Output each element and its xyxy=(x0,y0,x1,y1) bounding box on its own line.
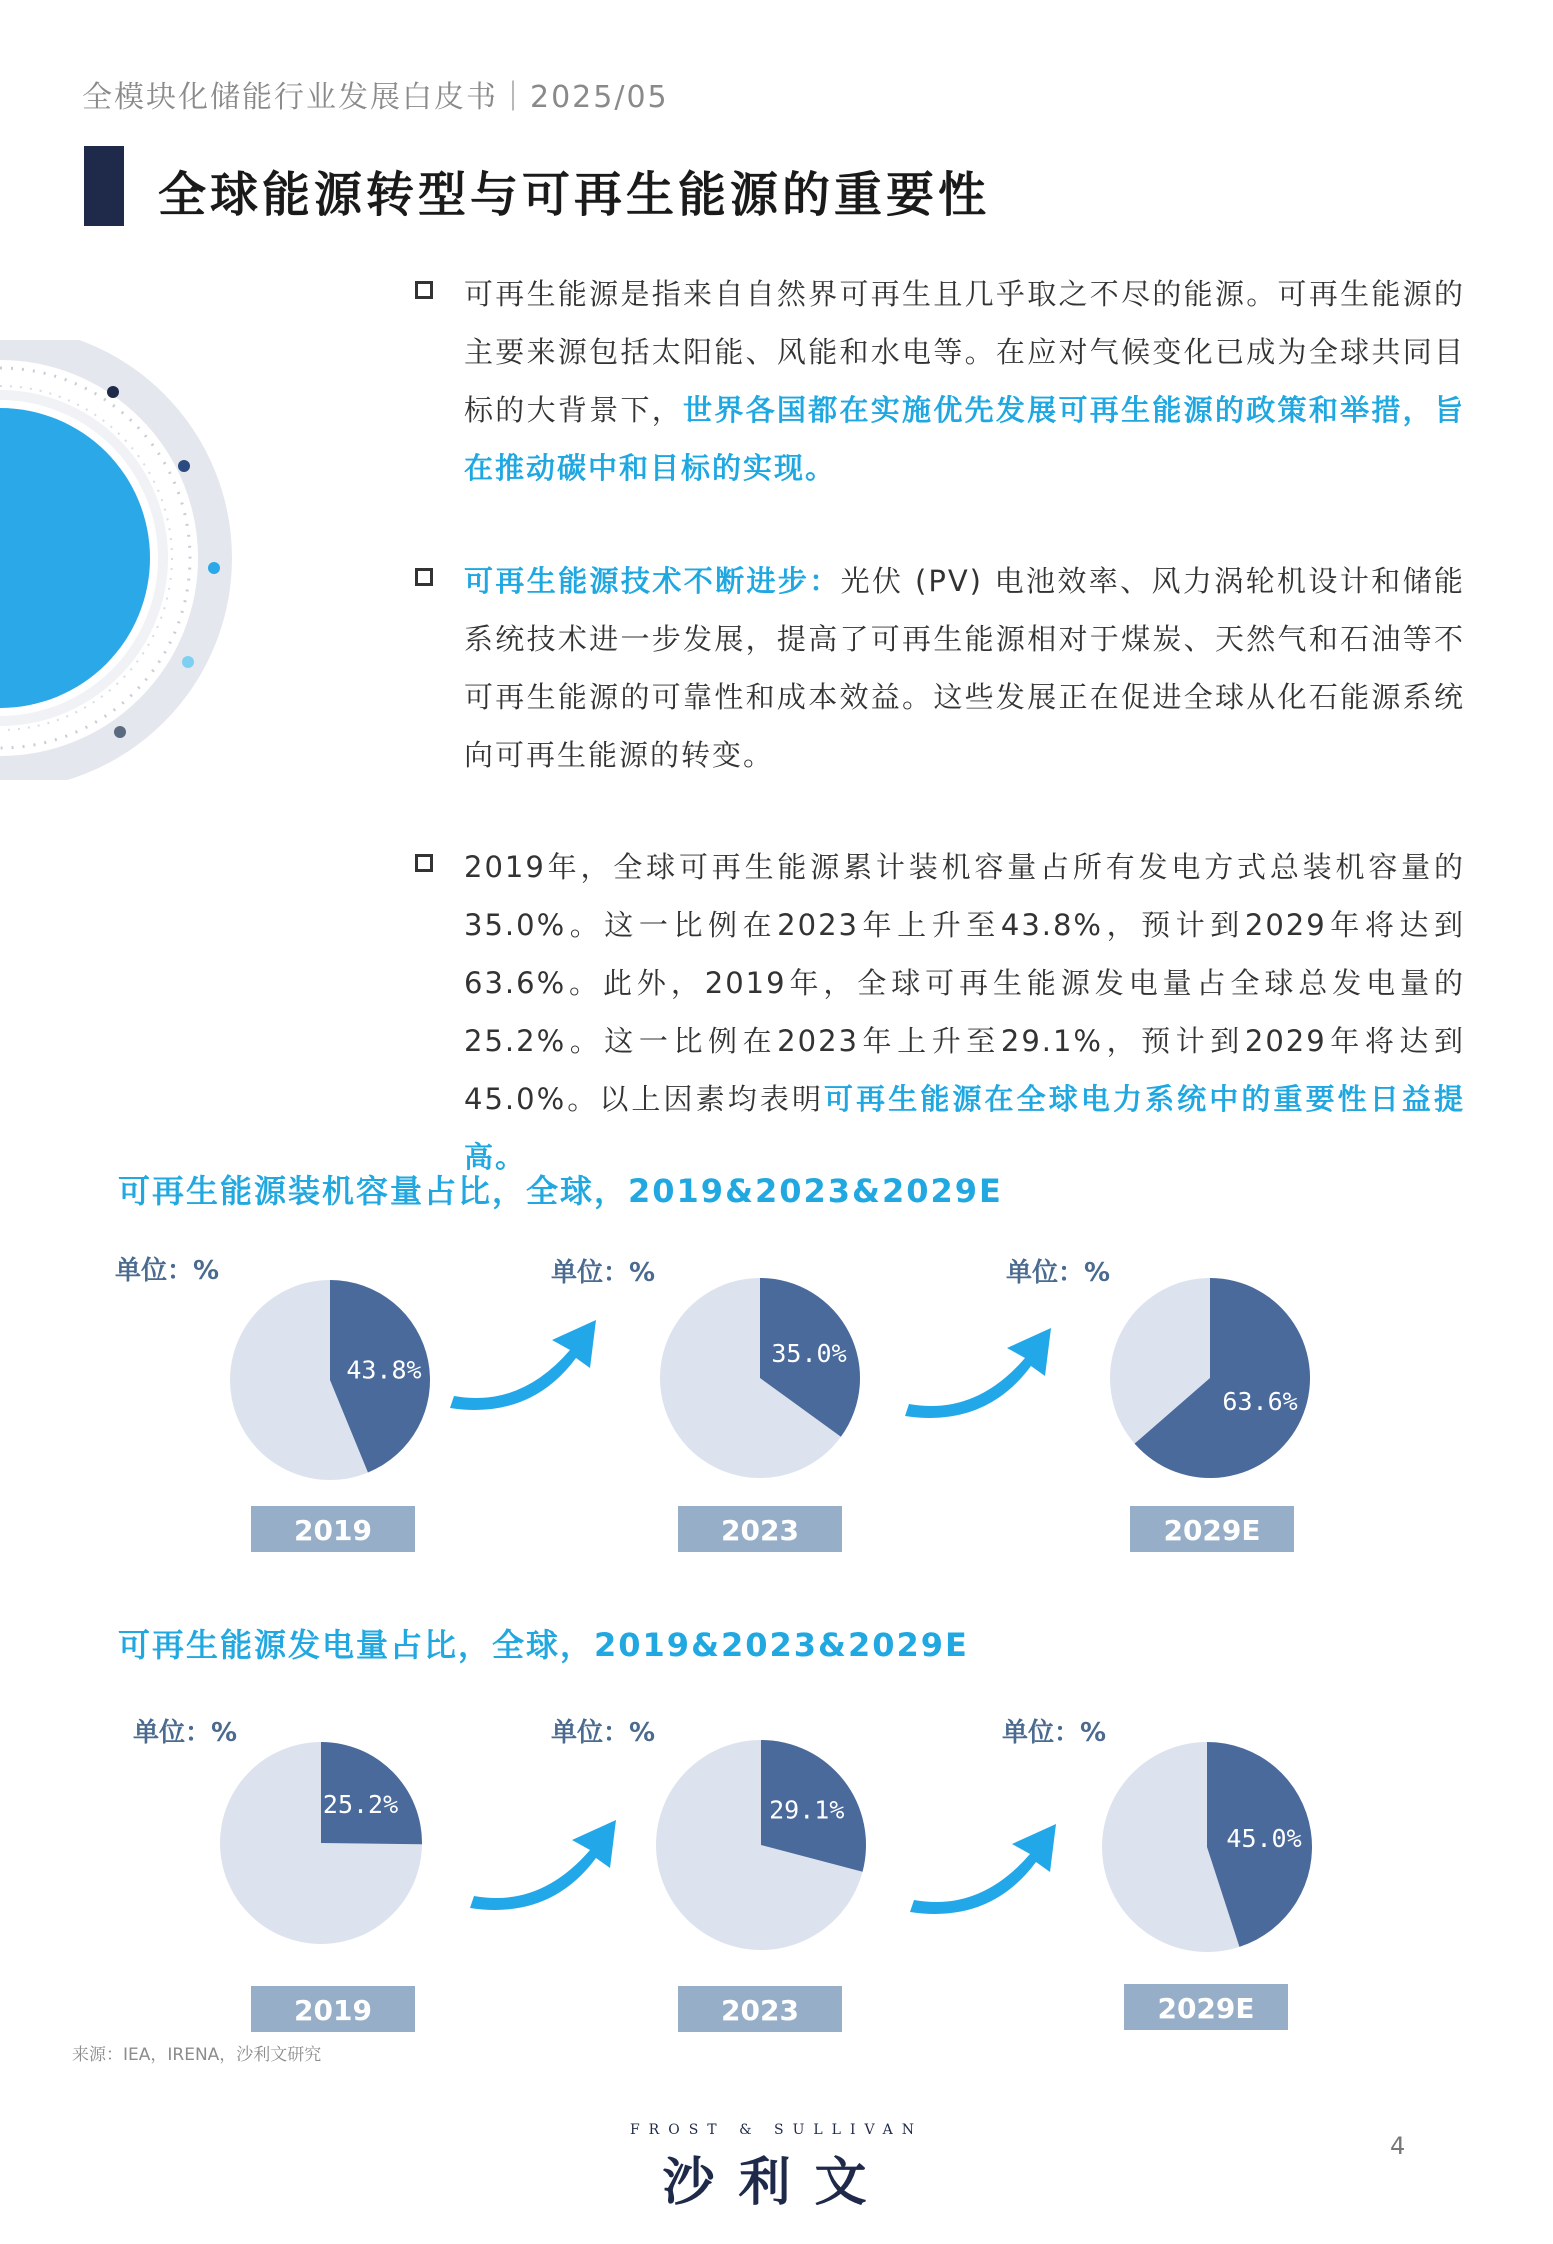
bullet-highlight-text: 可再生能源技术不断进步： xyxy=(464,564,841,598)
year-label: 2023 xyxy=(678,1986,842,2032)
bullet-highlight-text: 可再生能源在全球电力系统中的重要性日益提高。 xyxy=(464,1082,1465,1174)
page-title: 全球能源转型与可再生能源的重要性 xyxy=(158,167,991,223)
unit-label: 单位：% xyxy=(115,1256,220,1286)
growth-arrow-icon xyxy=(470,1812,620,1912)
bullet-renewable-definition xyxy=(415,265,1465,497)
unit-label: 单位：% xyxy=(551,1718,656,1748)
pie-data-label: 35.0% xyxy=(771,1339,847,1369)
page-number: 4 xyxy=(1390,2132,1406,2160)
growth-arrow-icon xyxy=(910,1816,1060,1916)
bullet-text: 光伏 (PV) 电池效率、风力涡轮机设计和储能系统技术进一步发展，提高了可再生能源相对于煤炭、天然气和石油等不可再生能源的可靠性和成本效益。这些发展正在促进全球从化石能源系统向可再生能源的转变。 xyxy=(464,564,1465,772)
pie-chart xyxy=(218,1740,424,1946)
decorative-circle-graphic xyxy=(0,340,240,780)
bullet-statistics xyxy=(415,838,1465,1186)
pie-chart xyxy=(654,1738,868,1952)
source-note: 来源：IEA，IRENA，沙利文研究 xyxy=(72,2045,322,2065)
unit-label: 单位：% xyxy=(551,1258,656,1288)
title-accent-bar xyxy=(84,146,124,226)
bullet-technology-progress xyxy=(415,552,1465,784)
year-label: 2029E xyxy=(1130,1506,1294,1552)
pie-data-label: 25.2% xyxy=(322,1789,399,1819)
pie-chart xyxy=(1100,1740,1314,1954)
pie-chart xyxy=(228,1278,432,1482)
year-label: 2019 xyxy=(251,1986,415,2032)
checkbox-square-icon xyxy=(415,854,433,872)
pie-data-label: 43.8% xyxy=(346,1355,422,1385)
bullet-highlight-text: 世界各国都在实施优先发展可再生能源的政策和举措，旨在推动碳中和目标的实现。 xyxy=(464,393,1465,485)
pie-data-label: 63.6% xyxy=(1222,1386,1298,1416)
pie-data-label: 45.0% xyxy=(1226,1823,1302,1853)
bullet-text: 可再生能源是指来自自然界可再生且几乎取之不尽的能源。可再生能源的主要来源包括太阳能、风能和水电等。在应对气候变化已成为全球共同目标的大背景下， xyxy=(464,277,1465,427)
growth-arrow-icon xyxy=(905,1320,1055,1420)
chart-title-generation: 可再生能源发电量占比，全球，2019&2023&2029E xyxy=(118,1626,969,1664)
checkbox-square-icon xyxy=(415,281,433,299)
unit-label: 单位：% xyxy=(133,1718,238,1748)
pie-chart xyxy=(1108,1276,1312,1480)
growth-arrow-icon xyxy=(450,1312,600,1412)
bullet-text: 2019年，全球可再生能源累计装机容量占所有发电方式总装机容量的35.0%。这一比例在2023年上升至43.8%，预计到2029年将达到63.6%。此外，2019年，全球可再生能源发电量占全球总发电量的25.2%。这一比例在2023年上升至29.1%，预计到2029年将达到45.0%。以上因素均表明 xyxy=(464,850,1465,1116)
chart-title-capacity: 可再生能源装机容量占比，全球，2019&2023&2029E xyxy=(118,1172,1003,1210)
pie-data-label: 29.1% xyxy=(769,1795,845,1825)
checkbox-square-icon xyxy=(415,568,433,586)
unit-label: 单位：% xyxy=(1006,1258,1111,1288)
document-header: 全模块化储能行业发展白皮书｜2025/05 xyxy=(82,80,669,115)
year-label: 2029E xyxy=(1124,1984,1288,2030)
unit-label: 单位：% xyxy=(1002,1718,1107,1748)
year-label: 2019 xyxy=(251,1506,415,1552)
year-label: 2023 xyxy=(678,1506,842,1552)
brand-name-chinese: 沙利文 xyxy=(662,2153,891,2213)
pie-chart xyxy=(658,1276,862,1480)
brand-name-english: FROST & SULLIVAN xyxy=(629,2122,924,2138)
